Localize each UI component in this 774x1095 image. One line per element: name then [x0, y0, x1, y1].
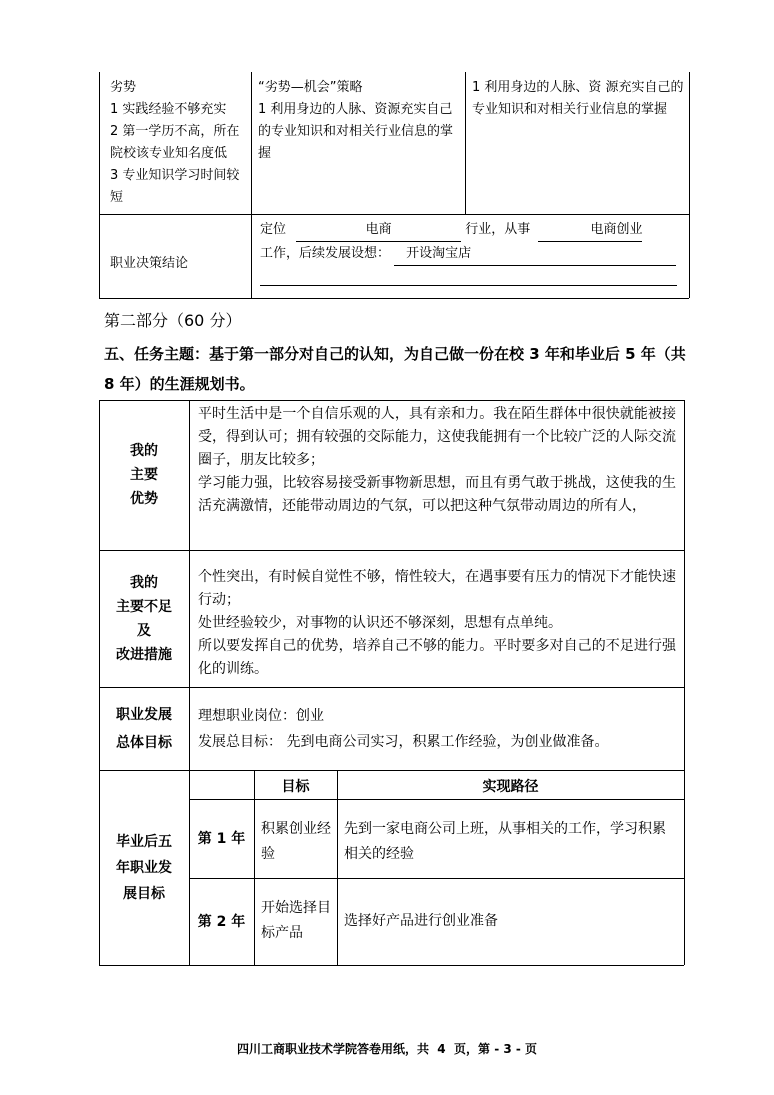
weaknesses-label: 我的 主要不足 及 改进措施 [116, 574, 172, 663]
advantages-paragraph: 平时生活中是一个自信乐观的人，具有亲和力。我在陌生群体中很快就能被接受，得到认可；拥有较强的交际能力，这使我能拥有一个比较广泛的人际交流圈子，朋友比较多； [198, 406, 676, 468]
weaknesses-paragraph: 处世经验较少，对事物的认识还不够深刻，思想有点单纯。 [198, 615, 562, 631]
decision-line-1 [260, 219, 684, 242]
page-footer: 四川工商职业技术学院答卷用纸，共 4 页，第 - 3 - 页 [236, 1042, 538, 1056]
decision-label: 职业决策结论 [110, 256, 189, 271]
year-1-label: 第 1 年 [197, 830, 246, 847]
work-label: 工作，后续发展设想： [260, 246, 391, 261]
five-year-label: 毕业后五 年职业发 展目标 [116, 833, 172, 902]
year-2-target: 开始选择目标产品 [261, 900, 331, 941]
decision-line-2 [260, 243, 684, 266]
weakness-item: 1 实践经验不够充实 [110, 102, 227, 117]
strategy-cell [258, 77, 460, 165]
column-header-path: 实现路径 [482, 779, 539, 795]
positioning-value: 电商 [296, 219, 461, 242]
strategy-text: 1 利用身边的人脉、资源充实自己的专业知识和对相关行业信息的掌握 [258, 102, 454, 161]
weakness-cell [110, 77, 247, 209]
industry-label: 行业，从事 [465, 222, 531, 237]
advantages-label: 我的 主要 优势 [130, 443, 158, 507]
overall-goal-label: 职业发展 总体目标 [116, 706, 172, 751]
plan-value: 开设淘宝店 [394, 243, 676, 266]
decision-blank-line [260, 285, 677, 286]
development-goal: 发展总目标： 先到电商公司实习，积累工作经验，为创业做准备。 [198, 734, 609, 750]
overall-goal-content [198, 703, 678, 755]
year-2-path: 选择好产品进行创业准备 [344, 913, 498, 929]
industry-value: 电商创业 [538, 219, 642, 242]
weaknesses-paragraph: 所以要发挥自己的优势，培养自己不够的能力。平时要多对自己的不足进行强化的训练。 [198, 638, 676, 677]
weakness-item: 3 专业知识学习时间较短 [110, 168, 240, 205]
year-1-target: 积累创业经验 [261, 821, 331, 862]
extra-strategy-text: 1 利用身边的人脉、资 源充实自己的专业知识和对相关行业信息的掌握 [472, 80, 684, 117]
task-theme-line-1: 五、任务主题：基于第一部分对自己的认知，为自己做一份在校 3 年和毕业后 5 年（共 [104, 345, 686, 363]
ideal-position: 理想职业岗位：创业 [198, 708, 324, 724]
strategy-title: “劣势—机会”策略 [258, 80, 363, 95]
year-1-path: 先到一家电商公司上班，从事相关的工作，学习积累相关的经验 [344, 821, 666, 862]
task-theme-line-2: 8 年）的生涯规划书。 [104, 375, 255, 393]
weakness-item: 2 第一学历不高，所在院校该专业知名度低 [110, 124, 240, 161]
column-header-target: 目标 [281, 779, 310, 795]
weaknesses-content [198, 566, 676, 681]
year-2-label: 第 2 年 [197, 913, 246, 930]
part-two-heading: 第二部分（60 分） [104, 311, 242, 330]
weaknesses-paragraph: 个性突出，有时候自觉性不够，惰性较大，在遇事要有压力的情况下才能快速行动； [198, 569, 676, 608]
extra-strategy-cell [472, 77, 684, 121]
weakness-title: 劣势 [110, 80, 137, 95]
positioning-label: 定位 [260, 222, 287, 237]
advantages-content [198, 403, 676, 518]
advantages-paragraph: 学习能力强，比较容易接受新事物新思想，而且有勇气敢于挑战，这使我的生活充满激情，还能带动周边的气氛，可以把这种气氛带动周边的所有人， [198, 475, 676, 514]
